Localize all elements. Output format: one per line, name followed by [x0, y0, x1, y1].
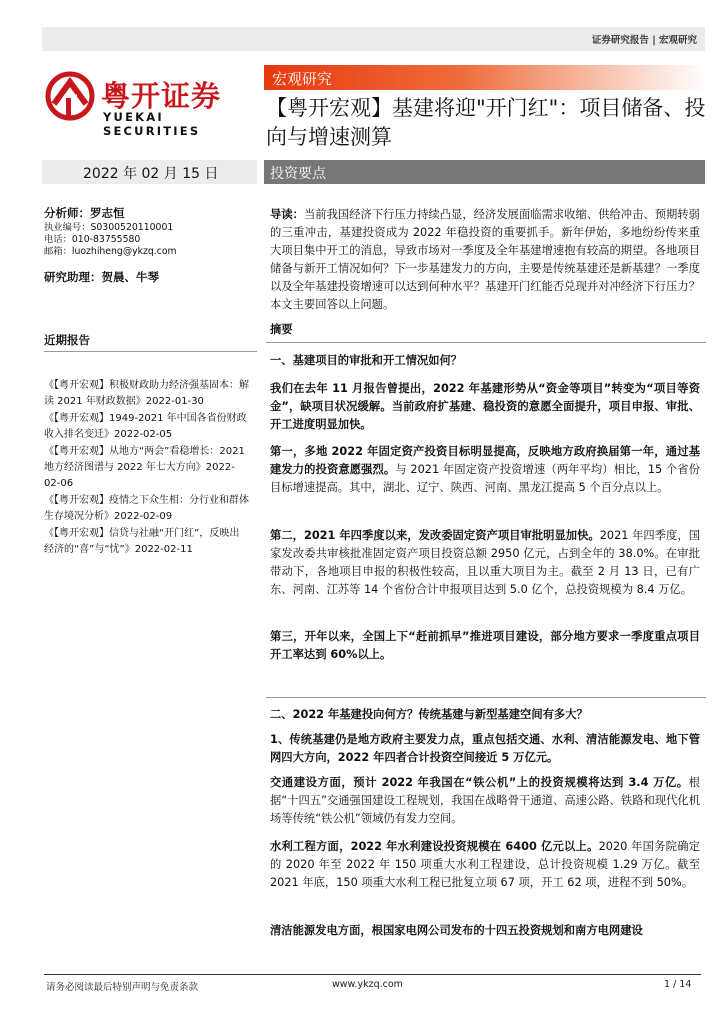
recent-reports-title: 近期报告	[44, 333, 90, 347]
report-title: 【粤开宏观】基建将迎"开门红"：项目储备、投向与增速测算	[266, 96, 706, 149]
section-1-paragraph-2	[270, 443, 700, 497]
s1-p2-lead: 第一，多地 2022 年固定资产投资目标明显提高，反映地方政府换届第一年，通过基建发力的投资意愿强烈。	[270, 445, 700, 476]
date-bar	[42, 160, 257, 184]
intro-paragraph	[270, 206, 700, 314]
section-tag-bar	[264, 160, 705, 184]
section-2-divider	[266, 697, 706, 698]
abstract-divider	[266, 342, 706, 343]
sidebar-divider	[44, 351, 257, 352]
breadcrumb: 证券研究报告 | 宏观研究	[591, 35, 697, 46]
section-2-paragraph-3	[270, 838, 700, 892]
intro-label: 导读：	[270, 208, 304, 221]
section-1-paragraph-3	[270, 527, 700, 599]
s1-p3-lead: 第二，2021 年四季度以来，发改委固定资产项目审批明显加快。	[270, 529, 600, 542]
recent-report-item[interactable]: 《【粤开宏观】信贷与社融“开门红”，反映出经济的“喜”与“忧”》2022-02-11	[44, 527, 240, 556]
section-2-paragraph-1: 1、传统基建仍是地方政府主要发力点，重点包括交通、水利、清洁能源发电、地下管网四大方向，2022 年四者合计投资空间接近 5 万亿元。	[270, 733, 700, 764]
section-1-title: 一、基建项目的审批和开工情况如何？	[270, 354, 463, 367]
brand-logo	[44, 70, 254, 138]
intro-text: 当前我国经济下行压力持续凸显，经济发展面临需求收缩、供给冲击、预期转弱的三重冲击，基建投资成为 2022 年稳投资的重要抓手。新年伊始，多地纷纷传来重大项目集中开工的消息，导致市场对一季度及全年基建增速抱有较高的期望。各地项目储备与新开工情况如何？下一步基建发力的方向，主要是传统基建还是新基建？一季度以及全年基建投资增速可以达到何种水平？基建开门红能否兑现并对冲经济下行压力？本文主要回答以上问题。	[270, 208, 700, 311]
recent-reports-list	[44, 378, 249, 559]
category-bar	[264, 65, 705, 90]
abstract-title: 摘要	[270, 323, 293, 336]
footer-url[interactable]: www.ykzq.com	[332, 979, 403, 990]
analyst-license: 执业编号：S0300520110001	[44, 222, 174, 233]
s1-p2-rest: 与 2021 年固定资产投资增速（两年平均）相比，15 个省份目标增速提高。其中，湖北、辽宁、陕西、河南、黑龙江提高 5 个百分点以上。	[270, 463, 700, 494]
section-tag: 投资要点	[270, 166, 326, 182]
header-bar	[42, 27, 705, 51]
recent-report-item[interactable]: 《【粤开宏观】积极财政助力经济强基固本：解读 2021 年财政数据》2022-01-30	[44, 380, 249, 408]
footer-page-number: 1 / 14	[664, 979, 692, 990]
report-category: 宏观研究	[272, 70, 333, 88]
s1-p3-rest: 2021 年四季度，国家发改委共审核批准固定资产项目投资总额 2950 亿元，占到全年的 38.0%。在审批带动下，各地项目申报的积极性较高，且以重大项目为主。截至 2 月 13 日，已有广东、河南、江苏等 14 个省份合计申报项目达到 5.0 亿个，总投资规模为 8.4 万亿。	[270, 529, 700, 596]
analyst-phone: 电话：010-83755580	[44, 234, 141, 245]
recent-report-item[interactable]: 《【粤开宏观】疫情之下众生相：分行业和群体生存境况分析》2022-02-09	[44, 494, 249, 523]
s2-p3-rest: 2020 年国务院确定的 2020 年至 2022 年 150 项重大水利工程建设，总计投资规模 1.29 万亿。截至 2021 年底，150 项重大水利工程已批复立项 67 项，开工 62 项，进程不到 50%。	[270, 840, 701, 889]
s2-p2-rest: 根据“十四五”交通强国建设工程规划，我国在战略骨干通道、高速公路、铁路和现代化机场等传统“铁公机”领域仍有发力空间。	[270, 776, 700, 825]
recent-report-item[interactable]: 《【粤开宏观】1949-2021 年中国各省份财政收入排名变迁》2022-02-05	[44, 412, 247, 441]
analyst-info	[44, 222, 259, 258]
section-2-paragraph-2	[270, 774, 700, 828]
analyst-email[interactable]: 邮箱：luozhiheng@ykzq.com	[44, 246, 177, 257]
footer-divider	[44, 974, 701, 975]
recent-report-item[interactable]: 《【粤开宏观】从地方“两会”看稳增长：2021 地方经济图谱与 2022 年七大方向》2022-02-06	[44, 445, 245, 490]
report-date: 2022 年 02 月 15 日	[83, 166, 219, 182]
section-1-paragraph-4: 第三，开年以来，全国上下“赶前抓早”推进项目建设，部分地方要求一季度重点项目开工率达到 60%以上。	[270, 630, 700, 661]
analyst-name: 分析师：罗志恒	[44, 206, 125, 220]
footer-disclaimer: 请务必阅读最后特别声明与免责条款	[46, 982, 199, 993]
section-2-title: 二、2022 年基建投向何方？传统基建与新型基建空间有多大？	[270, 708, 588, 721]
brand-name-en: YUEKAI SECURITIES	[103, 110, 201, 138]
logo-mark-icon	[44, 70, 96, 122]
s2-p3-lead: 水利工程方面，2022 年水利建设投资规模在 6400 亿元以上。	[270, 840, 599, 853]
section-1-paragraph-1: 我们在去年 11 月报告曾提出，2022 年基建形势从“资金等项目”转变为“项目等资金”，缺项目状况缓解。当前政府扩基建、稳投资的意愿全面提升，项目申报、审批、开工进度明显加快。	[270, 382, 700, 431]
research-assistants: 研究助理：贺晨、牛琴	[44, 270, 159, 284]
section-2-paragraph-4: 清洁能源发电方面，根国家电网公司发布的十四五投资规划和南方电网建设	[270, 924, 643, 937]
s2-p2-lead: 交通建设方面，预计 2022 年我国在“铁公机”上的投资规模将达到 3.4 万亿。	[270, 776, 689, 789]
brand-name-cn: 粤开证券	[101, 79, 222, 113]
